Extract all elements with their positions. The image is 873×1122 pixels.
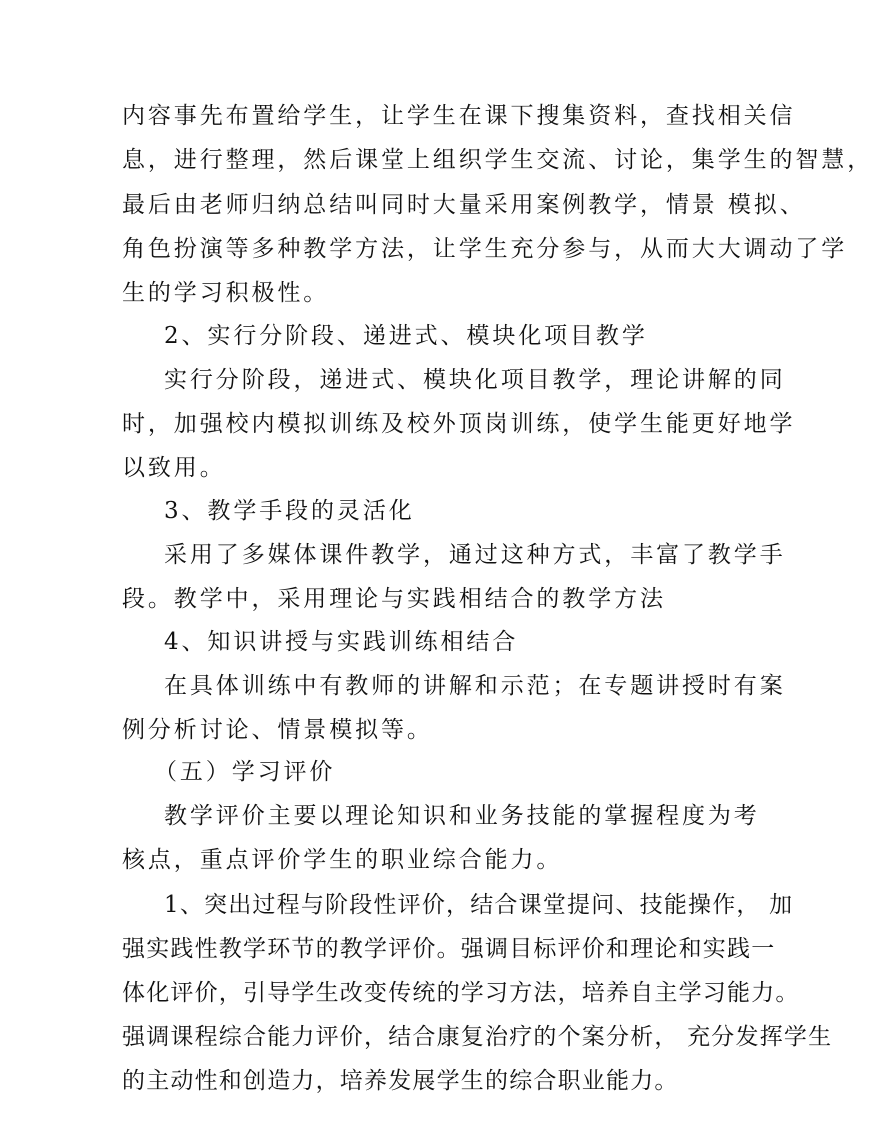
paragraph-line: 息，进行整理，然后课堂上组织学生交流、讨论，集学生的智慧，	[122, 147, 873, 173]
paragraph-line: 1、突出过程与阶段性评价，结合课堂提问、技能操作， 加	[164, 892, 794, 918]
paragraph-line: 角色扮演等多种教学方法，让学生充分参与，从而大大调动了学	[122, 236, 848, 262]
paragraph-line: 生的学习积极性。	[122, 280, 330, 306]
paragraph-line: 实行分阶段，递进式、模块化项目教学，理论讲解的同	[164, 367, 786, 393]
paragraph-line: 例分析讨论、情景模拟等。	[122, 717, 433, 743]
section-heading: 4、知识讲授与实践训练相结合	[164, 629, 519, 655]
paragraph-line: 的主动性和创造力，培养发展学生的综合职业能力。	[122, 1068, 679, 1094]
paragraph-line: 强调课程综合能力评价，结合康复治疗的个案分析， 充分发挥学生	[122, 1024, 833, 1050]
paragraph-line: 段。教学中，采用理论与实践相结合的教学方法	[122, 586, 666, 612]
paragraph-line: 教学评价主要以理论知识和业务技能的掌握程度为考	[164, 803, 760, 829]
paragraph-line: 核点，重点评价学生的职业综合能力。	[122, 847, 563, 873]
paragraph-line: 时，加强校内模拟训练及校外顶岗训练，使学生能更好地学	[122, 411, 796, 437]
paragraph-line: 体化评价，引导学生改变传统的学习方法，培养自主学习能力。	[122, 980, 800, 1006]
paragraph-line: 采用了多媒体课件教学，通过这种方式，丰富了教学手	[164, 542, 786, 568]
paragraph-line: 内容事先布置给学生，让学生在课下搜集资料，查找相关信	[122, 103, 796, 129]
paragraph-line: 以致用。	[122, 455, 226, 481]
paragraph-line: 强实践性教学环节的教学评价。强调目标评价和理论和实践一	[122, 936, 776, 962]
section-heading: 3、教学手段的灵活化	[164, 498, 415, 524]
paragraph-line: 最后由老师归纳总结叫同时大量采用案例教学，情景 模拟、	[122, 192, 806, 218]
section-heading: （五）学习评价	[154, 759, 336, 785]
section-heading: 2、实行分阶段、递进式、模块化项目教学	[164, 323, 648, 349]
paragraph-line: 在具体训练中有教师的讲解和示范；在专题讲授时有案	[164, 673, 786, 699]
